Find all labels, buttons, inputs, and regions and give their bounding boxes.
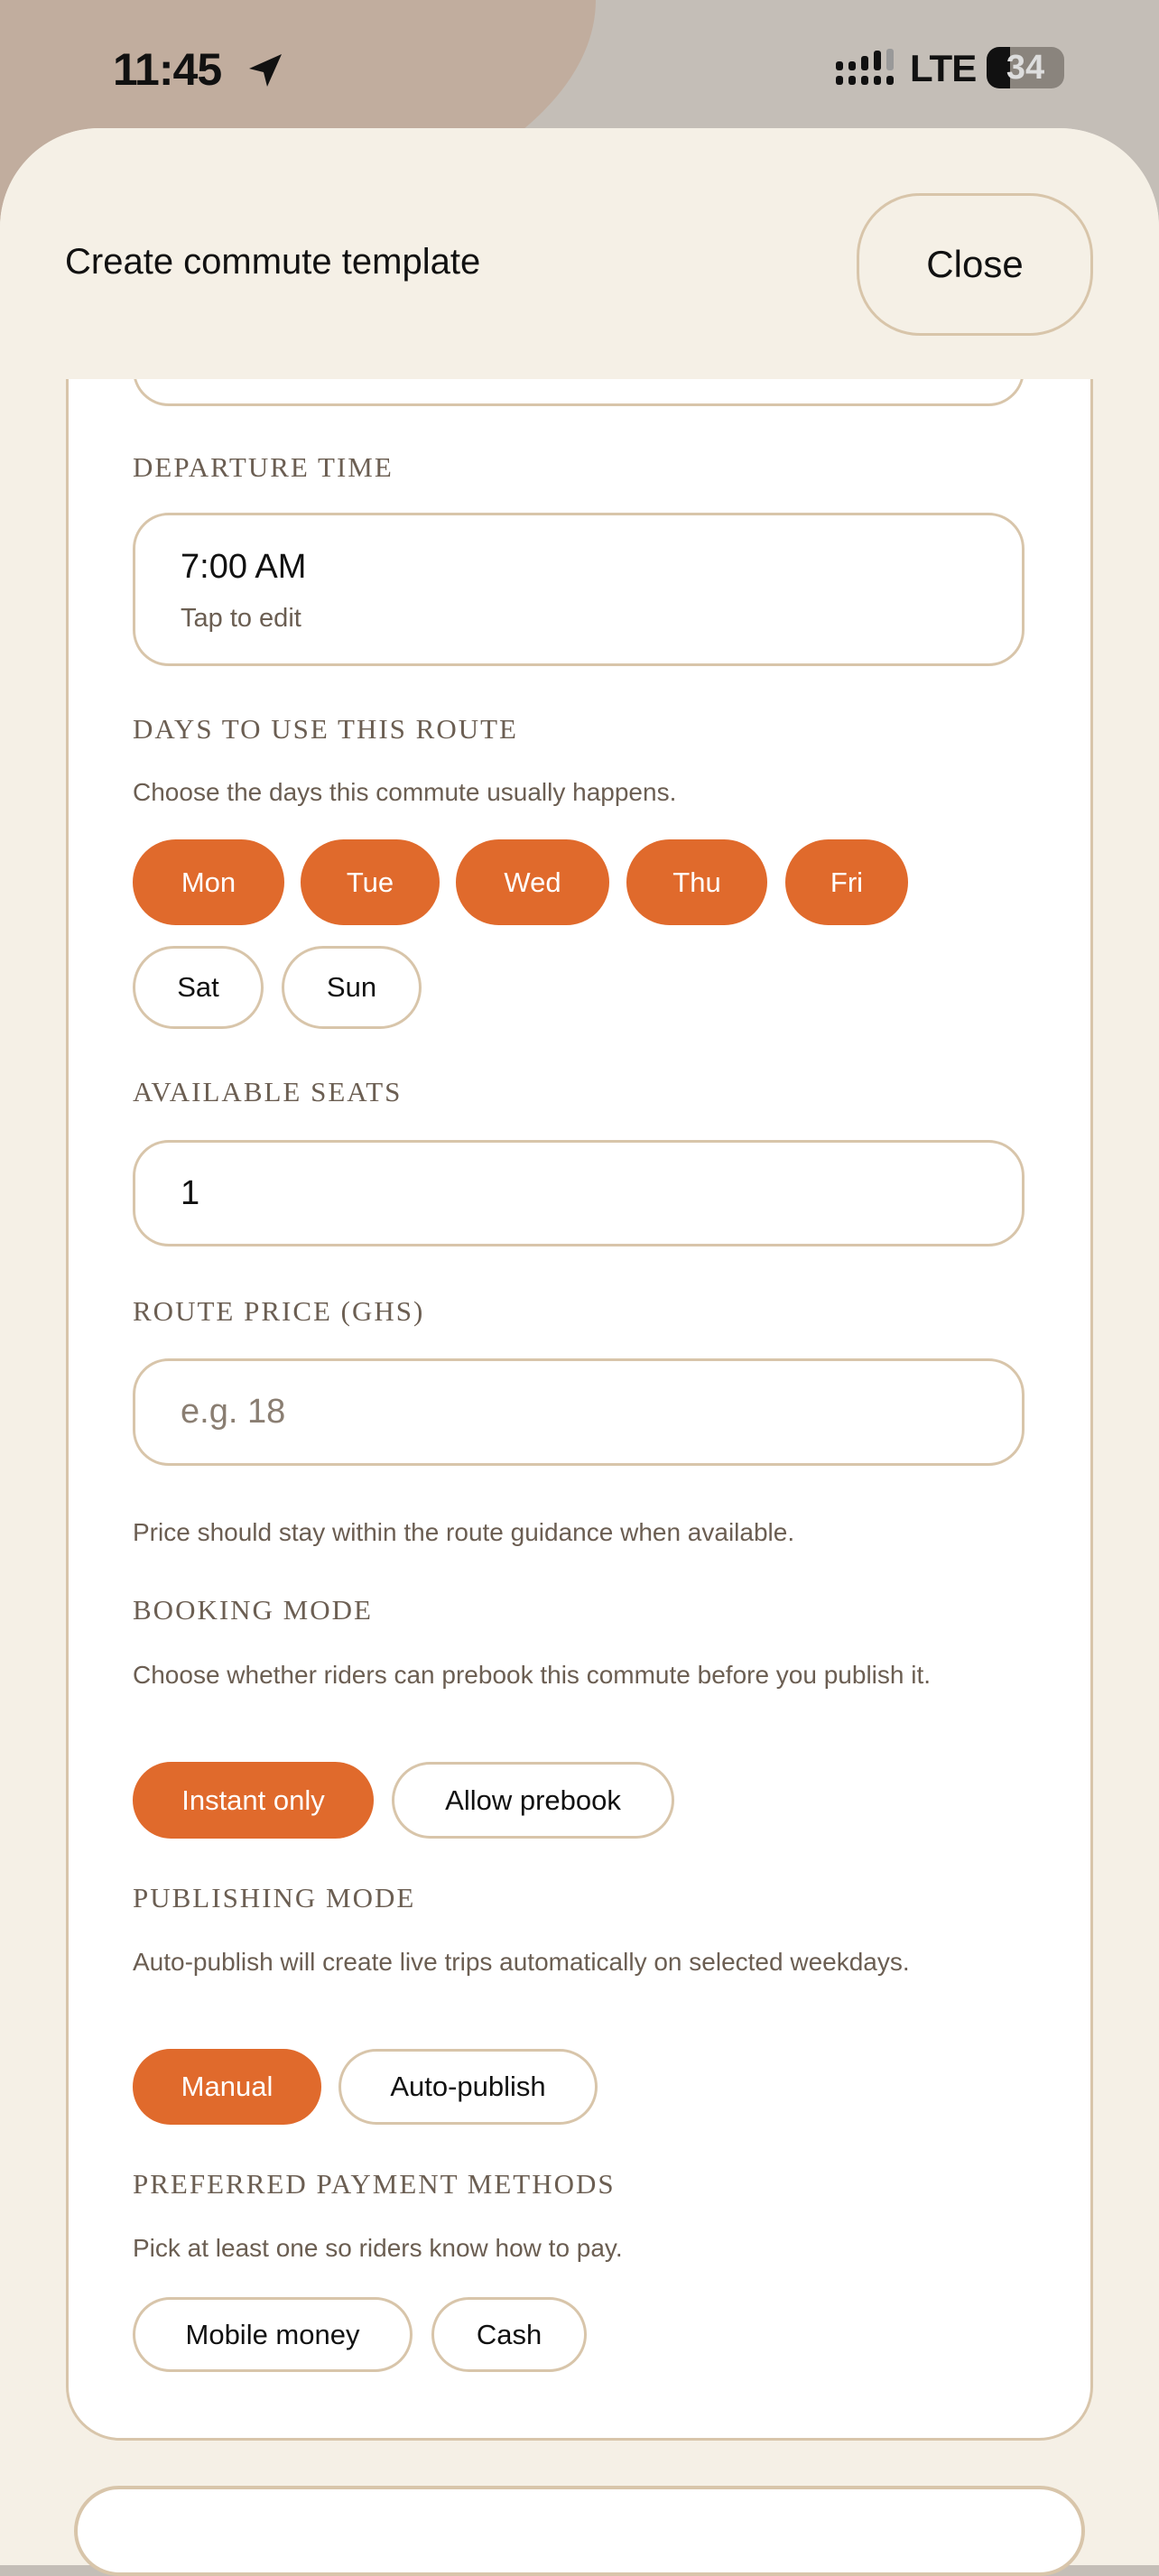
departure-time-field[interactable]	[133, 513, 1025, 666]
price-placeholder: e.g. 18	[181, 1393, 286, 1431]
publishing-auto-chip[interactable]: Auto-publish	[338, 2049, 598, 2125]
day-chip-thu[interactable]: Thu	[626, 839, 767, 925]
publishing-manual-chip[interactable]: Manual	[133, 2049, 321, 2125]
days-label: DAYS TO USE THIS ROUTE	[133, 713, 518, 745]
price-input[interactable]	[133, 1358, 1025, 1466]
day-chip-wed[interactable]: Wed	[456, 839, 609, 925]
seats-input[interactable]	[133, 1140, 1025, 1246]
signal-icon	[834, 49, 895, 88]
publishing-label: PUBLISHING MODE	[133, 1882, 416, 1913]
payment-mobile-money-chip[interactable]: Mobile money	[133, 2297, 413, 2372]
battery-icon	[987, 47, 1064, 88]
payment-help: Pick at least one so riders know how to pay.	[133, 2234, 623, 2262]
payment-label: PREFERRED PAYMENT METHODS	[133, 2168, 616, 2200]
booking-prebook-chip[interactable]: Allow prebook	[392, 1762, 674, 1839]
departure-time-hint: Tap to edit	[181, 604, 301, 633]
departure-time-value: 7:00 AM	[181, 548, 307, 586]
payment-cash-chip[interactable]: Cash	[431, 2297, 587, 2372]
day-chip-mon[interactable]: Mon	[133, 839, 284, 925]
days-help: Choose the days this commute usually happens.	[133, 778, 677, 806]
page-title: Create commute template	[65, 242, 481, 282]
close-button[interactable]: Close	[857, 193, 1093, 336]
price-help: Price should stay within the route guidance when available.	[133, 1518, 795, 1546]
next-card	[74, 2486, 1085, 2576]
seats-value: 1	[181, 1173, 200, 1212]
booking-label: BOOKING MODE	[133, 1594, 373, 1626]
booking-help: Choose whether riders can prebook this commute before you publish it.	[133, 1661, 932, 1689]
day-chip-fri[interactable]: Fri	[785, 839, 908, 925]
network-type: LTE	[910, 47, 977, 89]
booking-instant-chip[interactable]: Instant only	[133, 1762, 374, 1839]
departure-label: DEPARTURE TIME	[133, 451, 394, 483]
day-chip-sun[interactable]: Sun	[282, 946, 422, 1029]
battery-level: 34	[1006, 48, 1045, 87]
day-chip-sat[interactable]: Sat	[133, 946, 264, 1029]
seats-label: AVAILABLE SEATS	[133, 1076, 403, 1107]
location-arrow-icon	[246, 51, 285, 90]
publishing-help: Auto-publish will create live trips automatically on selected weekdays.	[133, 1948, 910, 1976]
price-label: ROUTE PRICE (GHS)	[133, 1295, 425, 1327]
status-time: 11:45	[113, 44, 222, 95]
day-chip-tue[interactable]: Tue	[301, 839, 440, 925]
